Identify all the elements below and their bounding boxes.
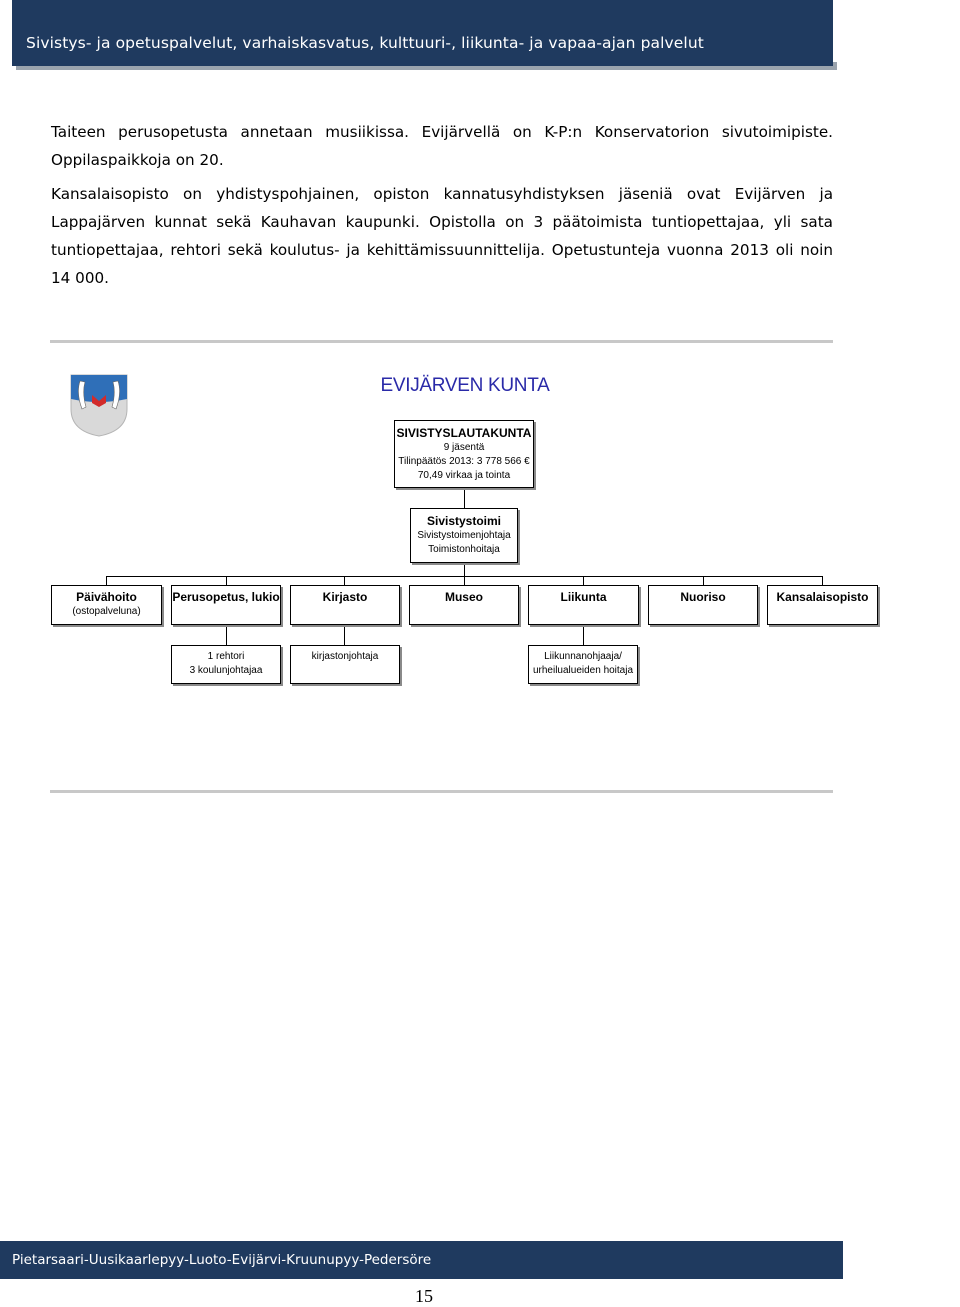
- unit-title: Liikunta: [560, 590, 607, 604]
- unit-box: [51, 585, 162, 625]
- paragraph-adult-education: Kansalaisopisto on yhdistyspohjainen, opiston kannatusyhdistyksen jäseniä ovat Evijärven ja Lappajärven kunnat sekä Kauhavan kaupunki. Opistolla on 3 päätoimista tuntiopettajaa, yli sata tuntiopettajaa, rehtori sekä koulutus- ja kehittämissuunnittelija. Opetustunteja vuonna 2013 oli noin 14 000.: [51, 185, 833, 287]
- unit-title: Kansalaisopisto: [776, 590, 869, 604]
- unit-box: [648, 585, 758, 625]
- department-box: [410, 508, 518, 563]
- municipality-title: EVIJÄRVEN KUNTA: [380, 375, 550, 396]
- sub-unit-line: urheilualueiden hoitaja: [532, 665, 634, 676]
- sub-unit-box: [171, 645, 281, 684]
- header-title: Sivistys- ja opetuspalvelut, varhaiskasvatus, kulttuuri-, liikunta- ja vapaa-ajan palvelut: [26, 34, 704, 52]
- board-members: 9 jäsentä: [443, 442, 485, 453]
- page-number: 15: [415, 1286, 433, 1306]
- department-office-manager: Toimistonhoitaja: [428, 544, 500, 555]
- connector-unit-5: [703, 576, 704, 585]
- connector-sub-0: [226, 626, 227, 645]
- unit-box: [290, 585, 400, 625]
- paragraph-music-education: Taiteen perusopetusta annetaan musiikissa. Evijärvellä on K-P:n Konservatorion sivutoimipiste. Oppilaspaikkoja on 20.: [51, 123, 833, 169]
- footer-text: Pietarsaari-Uusikaarlepyy-Luoto-Evijärvi-Kruunupyy-Pedersöre: [12, 1252, 432, 1268]
- connector-dept-bus: [464, 563, 465, 576]
- sub-unit-line: 1 rehtori: [207, 651, 245, 662]
- connector-board-dept: [464, 488, 465, 508]
- sub-unit-box: [528, 645, 638, 684]
- unit-box: [767, 585, 878, 625]
- department-title: Sivistystoimi: [426, 514, 502, 528]
- department-director: Sivistystoimenjohtaja: [417, 530, 511, 541]
- unit-box: [409, 585, 519, 625]
- unit-note: (ostopalveluna): [72, 606, 141, 617]
- connector-unit-0: [106, 576, 107, 585]
- unit-title: Nuoriso: [680, 590, 726, 604]
- connector-sub-1: [344, 626, 345, 645]
- board-title: SIVISTYSLAUTAKUNTA: [396, 426, 532, 440]
- unit-box: [528, 585, 639, 625]
- board-box: [394, 420, 534, 488]
- figure-bottom-rule: [50, 790, 833, 793]
- connector-unit-2: [344, 576, 345, 585]
- unit-title: Kirjasto: [322, 590, 368, 604]
- sub-unit-line: kirjastonjohtaja: [311, 651, 379, 662]
- sub-unit-line: 3 koulunjohtajaa: [189, 665, 263, 676]
- unit-title: Päivähoito: [76, 590, 137, 604]
- sub-unit-line: Liikunnanohjaaja/: [544, 651, 622, 662]
- unit-title: Perusopetus, lukio: [172, 590, 280, 604]
- connector-unit-3: [464, 576, 465, 585]
- figure-top-rule: [50, 340, 833, 343]
- board-budget: Tilinpäätös 2013: 3 778 566 €: [398, 456, 530, 467]
- connector-unit-6: [822, 576, 823, 585]
- connector-unit-1: [226, 576, 227, 585]
- connector-sub-2: [583, 626, 584, 645]
- board-positions: 70,49 virkaa ja tointa: [417, 470, 511, 481]
- unit-title: Museo: [444, 590, 483, 604]
- header-band: [12, 0, 833, 66]
- coat-of-arms-icon: [70, 373, 128, 437]
- sub-unit-box: [290, 645, 400, 684]
- unit-box: [171, 585, 281, 625]
- connector-unit-4: [583, 576, 584, 585]
